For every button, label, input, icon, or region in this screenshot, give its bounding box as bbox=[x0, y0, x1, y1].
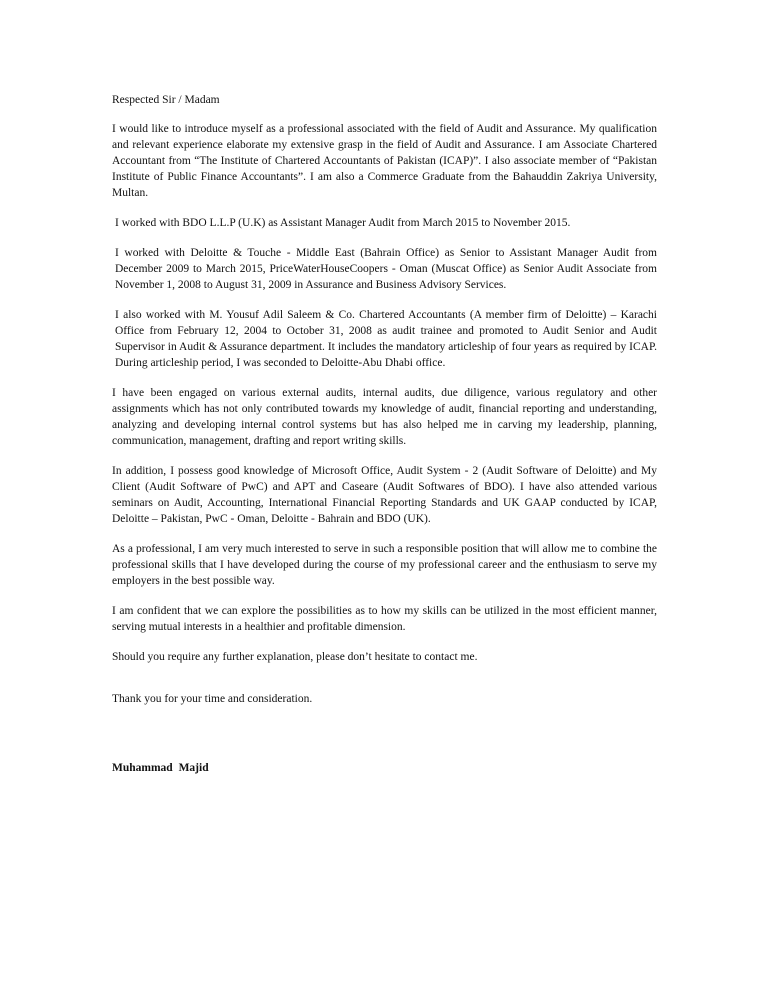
software-knowledge-paragraph: In addition, I possess good knowledge of Microsoft Office, Audit System - 2 (Audit Software of Deloitte) and My Client (Audit Software of PwC) and APT and Caseare (Audit Softwares of BDO). I have also attended various seminars on Audit, Accounting, International Financial Reporting Standards and UK GAAP conducted by ICAP, Deloitte – Pakistan, PwC - Oman, Deloitte - Bahrain and BDO (UK). bbox=[112, 465, 657, 525]
contact-paragraph: Should you require any further explanation, please don’t hesitate to contact me. bbox=[112, 651, 478, 663]
deloitte-pwc-experience-paragraph: I worked with Deloitte & Touche - Middle East (Bahrain Office) as Senior to Assistant Manager Audit from December 2009 to March 2015, PriceWaterHouseCoopers - Oman (Muscat Office) as Senior Audit Associate from November 1, 2008 to August 31, 2009 in Assurance and Business Advisory Services. bbox=[115, 247, 657, 291]
salutation: Respected Sir / Madam bbox=[112, 94, 220, 106]
articleship-paragraph: I also worked with M. Yousuf Adil Saleem & Co. Chartered Accountants (A member firm of Deloitte) – Karachi Office from February 12, 2004 to October 31, 2008 as audit trainee and promoted to Audit Senior and Audit Supervisor in Audit & Assurance department. It includes the mandatory articleship of four years as required by ICAP. During articleship period, I was seconded to Deloitte-Abu Dhabi office. bbox=[115, 309, 657, 369]
cover-letter bbox=[112, 92, 657, 776]
bdo-experience-paragraph: I worked with BDO L.L.P (U.K) as Assistant Manager Audit from March 2015 to November 2015. bbox=[115, 217, 571, 229]
closing-line: Thank you for your time and consideration. bbox=[112, 693, 313, 705]
signature-name: Muhammad Majid bbox=[112, 762, 209, 774]
engagements-paragraph: I have been engaged on various external audits, internal audits, due diligence, various regulatory and other assignments which has not only contributed towards my knowledge of audit, financial reporting and understanding, analyzing and developing internal control systems but has also helped me in carving my leadership, planning, communication, management, drafting and report writing skills. bbox=[112, 387, 657, 447]
professional-interest-paragraph: As a professional, I am very much interested to serve in such a responsible position that will allow me to combine the professional skills that I have developed during the course of my professional career and the enthusiasm to serve my employers in the best possible way. bbox=[112, 543, 657, 587]
introduction-paragraph: I would like to introduce myself as a professional associated with the field of Audit and Assurance. My qualification and relevant experience elaborate my extensive grasp in the field of Audit and Assurance. I am Associate Chartered Accountant from “The Institute of Chartered Accountants of Pakistan (ICAP)”. I also associate member of “Pakistan Institute of Public Finance Accountants”. I am also a Commerce Graduate from the Bahauddin Zakriya University, Multan. bbox=[112, 123, 657, 199]
confidence-paragraph: I am confident that we can explore the possibilities as to how my skills can be utilized in the most efficient manner, serving mutual interests in a healthier and profitable dimension. bbox=[112, 605, 657, 633]
